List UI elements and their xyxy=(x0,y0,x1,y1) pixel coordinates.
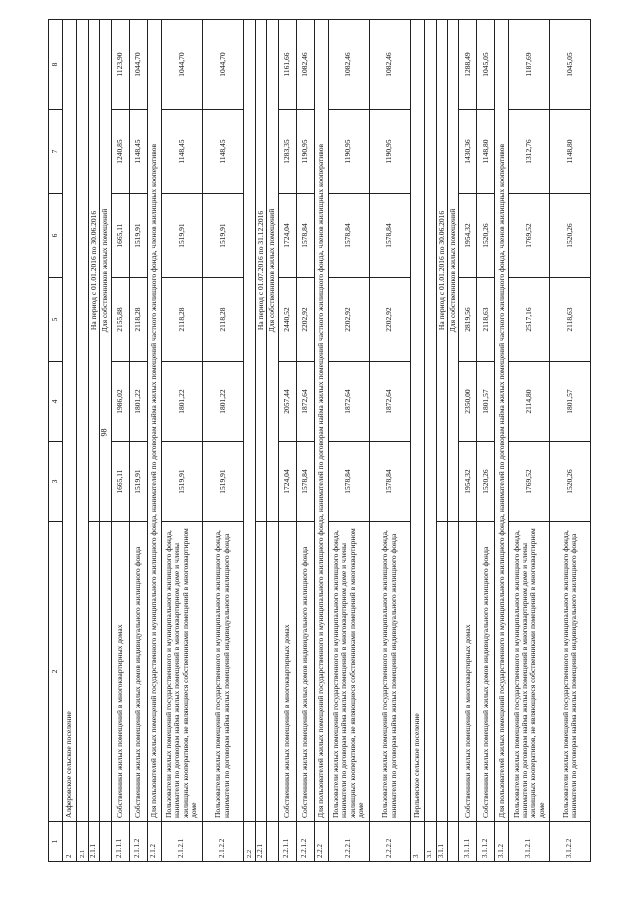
row-code xyxy=(447,822,458,862)
table-row xyxy=(424,20,436,862)
row-label: Пользователи жилых помещений государственного и муниципального жилищного фонда, наниматели по договорам найма жилых помещений индивидуального жилищного фонда xyxy=(369,522,410,822)
row-code: 3.1 xyxy=(424,822,436,862)
row-code: 2.1.2.1 xyxy=(161,822,202,862)
value-cell: 2114,80 xyxy=(509,362,550,442)
value-cell: 2057,44 xyxy=(278,362,296,442)
row-label: Собственники жилых помещений жилых домов индивидуального жилищного фонда xyxy=(296,522,314,822)
row-label: Собственники жилых помещений в многоквартирных домах xyxy=(459,522,477,822)
value-cell: 1578,84 xyxy=(296,442,314,522)
value-cell: 1801,57 xyxy=(550,362,591,442)
value-cell: 1082,46 xyxy=(328,20,369,110)
row-label xyxy=(436,522,447,822)
table-row xyxy=(202,20,243,862)
value-cell: 1954,32 xyxy=(459,194,477,278)
row-code: 3.1.2 xyxy=(495,822,509,862)
row-label: Пользователи жилых помещений государственного и муниципального жилищного фонда, наниматели по договорам найма жилых помещений в многоквартирном доме и члены жилищных кооперативов, не являющиеся собственниками помещений в многоквартирном доме xyxy=(509,522,550,822)
section-title: Для пользователей жилых помещений государственного и муниципального жилищного фонда, нанимателей по договорам найма жилых помещений частного жилищного фонда, членов жилищных кооперативов xyxy=(314,20,328,822)
value-cell: 1044,70 xyxy=(202,20,243,110)
value-cell: 1312,76 xyxy=(509,110,550,194)
table-row xyxy=(436,20,447,862)
row-code: 2.2.1.1 xyxy=(278,822,296,862)
value-cell: 1519,91 xyxy=(161,442,202,522)
value-cell: 1519,91 xyxy=(161,194,202,278)
row-code: 2.2.2 xyxy=(314,822,328,862)
value-cell: 1148,80 xyxy=(550,110,591,194)
row-code: 3.1.1.1 xyxy=(459,822,477,862)
row-label xyxy=(267,522,278,822)
value-cell: 2202,92 xyxy=(296,278,314,362)
value-cell: 1045,05 xyxy=(550,20,591,110)
value-cell: 1430,36 xyxy=(459,110,477,194)
table-row xyxy=(77,20,89,862)
table-row xyxy=(63,20,77,862)
value-cell: 2118,63 xyxy=(550,278,591,362)
row-code: 2.1.1.1 xyxy=(111,822,129,862)
page-number: 98 xyxy=(99,428,109,437)
value-cell: 1578,84 xyxy=(296,194,314,278)
row-code xyxy=(267,822,278,862)
table-row xyxy=(314,20,328,862)
period-caption: На период с 01.07.2016 по 31.12.2016 xyxy=(255,20,266,522)
value-cell: 2118,28 xyxy=(161,278,202,362)
value-cell: 1123,90 xyxy=(111,20,129,110)
value-cell: 1240,85 xyxy=(111,110,129,194)
value-cell: 2350,00 xyxy=(459,362,477,442)
value-cell: 1724,04 xyxy=(278,194,296,278)
row-label xyxy=(89,522,100,822)
table-row xyxy=(111,20,129,862)
period-caption: Для собственников жилых помещений xyxy=(100,20,111,522)
table-row xyxy=(550,20,591,862)
value-cell: 1045,05 xyxy=(477,20,495,110)
row-label xyxy=(447,522,458,822)
table-row xyxy=(267,20,278,862)
col-header: 8 xyxy=(49,20,63,110)
row-code: 2.2 xyxy=(243,822,255,862)
value-cell: 1578,84 xyxy=(369,442,410,522)
value-cell: 1801,22 xyxy=(129,362,147,442)
value-cell: 1161,66 xyxy=(278,20,296,110)
value-cell: 1872,64 xyxy=(369,362,410,442)
table-row xyxy=(447,20,458,862)
row-label: Пользователи жилых помещений государственного и муниципального жилищного фонда, наниматели по договорам найма жилых помещений в многоквартирном доме и члены жилищных кооперативов, не являющиеся собственниками помещений в многоквартирном доме xyxy=(328,522,369,822)
column-header-row xyxy=(49,20,63,862)
value-cell: 1665,11 xyxy=(111,442,129,522)
value-cell: 1801,22 xyxy=(202,362,243,442)
value-cell: 1769,52 xyxy=(509,194,550,278)
value-cell: 1148,80 xyxy=(477,110,495,194)
row-code: 2.2.2.1 xyxy=(328,822,369,862)
value-cell: 1520,26 xyxy=(550,442,591,522)
value-cell: 2819,56 xyxy=(459,278,477,362)
table-row xyxy=(243,20,255,862)
table-row xyxy=(278,20,296,862)
period-caption: Для собственников жилых помещений xyxy=(447,20,458,522)
value-cell: 1190,95 xyxy=(296,110,314,194)
value-cell: 1801,22 xyxy=(161,362,202,442)
value-cell: 1578,84 xyxy=(328,194,369,278)
value-cell: 1872,64 xyxy=(328,362,369,442)
value-cell: 1724,04 xyxy=(278,442,296,522)
row-code: 3.1.2.2 xyxy=(550,822,591,862)
table-row xyxy=(147,20,161,862)
value-cell: 2155,88 xyxy=(111,278,129,362)
value-cell: 2202,92 xyxy=(369,278,410,362)
row-code: 2.2.1 xyxy=(255,822,266,862)
table-row xyxy=(161,20,202,862)
table-row xyxy=(89,20,100,862)
row-code: 2.1.2.2 xyxy=(202,822,243,862)
value-cell: 1190,95 xyxy=(328,110,369,194)
value-cell: 1044,70 xyxy=(129,20,147,110)
value-cell: 1520,26 xyxy=(477,442,495,522)
row-label: Собственники жилых помещений в многоквартирных домах xyxy=(111,522,129,822)
row-code: 2.1.1.2 xyxy=(129,822,147,862)
value-cell: 1520,26 xyxy=(550,194,591,278)
value-cell: 2202,92 xyxy=(328,278,369,362)
row-code: 3.1.1 xyxy=(436,822,447,862)
col-header: 4 xyxy=(49,362,63,442)
row-code: 2 xyxy=(63,822,77,862)
value-cell: 1665,11 xyxy=(111,194,129,278)
section-title: Для пользователей жилых помещений государственного и муниципального жилищного фонда, нанимателей по договорам найма жилых помещений частного жилищного фонда, членов жилищных кооперативов xyxy=(495,20,509,822)
table-row xyxy=(328,20,369,862)
row-code: 2.2.1.2 xyxy=(296,822,314,862)
row-code: 2.1 xyxy=(77,822,89,862)
period-caption: Для собственников жилых помещений xyxy=(267,20,278,522)
section-title xyxy=(77,20,89,822)
value-cell: 1283,35 xyxy=(278,110,296,194)
col-header: 1 xyxy=(49,822,63,862)
row-code: 2.2.2.2 xyxy=(369,822,410,862)
value-cell: 1872,64 xyxy=(296,362,314,442)
col-header: 7 xyxy=(49,110,63,194)
value-cell: 1082,46 xyxy=(296,20,314,110)
row-code: 3.1.1.2 xyxy=(477,822,495,862)
value-cell: 1578,84 xyxy=(369,194,410,278)
value-cell: 1954,32 xyxy=(459,442,477,522)
row-label: Пользователи жилых помещений государственного и муниципального жилищного фонда, наниматели по договорам найма жилых помещений в многоквартирном доме и члены жилищных кооперативов, не являющиеся собственниками помещений в многоквартирном доме xyxy=(161,522,202,822)
section-title xyxy=(424,20,436,822)
row-label: Собственники жилых помещений жилых домов индивидуального жилищного фонда xyxy=(477,522,495,822)
row-code: 3.1.2.1 xyxy=(509,822,550,862)
section-title xyxy=(243,20,255,822)
value-cell: 2440,52 xyxy=(278,278,296,362)
table-row xyxy=(477,20,495,862)
value-cell: 1519,91 xyxy=(129,442,147,522)
value-cell: 1187,69 xyxy=(509,20,550,110)
value-cell: 1520,26 xyxy=(477,194,495,278)
table-row xyxy=(509,20,550,862)
value-cell: 1148,45 xyxy=(202,110,243,194)
row-label: Собственники жилых помещений жилых домов индивидуального жилищного фонда xyxy=(129,522,147,822)
value-cell: 1578,84 xyxy=(328,442,369,522)
col-header: 6 xyxy=(49,194,63,278)
value-cell: 2517,16 xyxy=(509,278,550,362)
section-title: Алферовское сельское поселение xyxy=(63,20,77,822)
table-row xyxy=(369,20,410,862)
row-code: 2.1.1 xyxy=(89,822,100,862)
col-header: 2 xyxy=(49,522,63,822)
table-row xyxy=(495,20,509,862)
row-code: 2.1.2 xyxy=(147,822,161,862)
row-label: Пользователи жилых помещений государственного и муниципального жилищного фонда, наниматели по договорам найма жилых помещений индивидуального жилищного фонда xyxy=(202,522,243,822)
table-row xyxy=(459,20,477,862)
row-label: Пользователи жилых помещений государственного и муниципального жилищного фонда, наниматели по договорам найма жилых помещений индивидуального жилищного фонда xyxy=(550,522,591,822)
section-title: Перльевское сельское поселение xyxy=(410,20,424,822)
value-cell: 2118,28 xyxy=(129,278,147,362)
tariff-table xyxy=(48,19,591,862)
row-label xyxy=(255,522,266,822)
value-cell: 1148,45 xyxy=(161,110,202,194)
value-cell: 2118,63 xyxy=(477,278,495,362)
row-label xyxy=(100,522,111,822)
row-code xyxy=(100,822,111,862)
section-title: Для пользователей жилых помещений государственного и муниципального жилищного фонда, нанимателей по договорам найма жилых помещений частного жилищного фонда, членов жилищных кооперативов xyxy=(147,20,161,822)
row-label: Собственники жилых помещений в многоквартирных домах xyxy=(278,522,296,822)
value-cell: 1288,49 xyxy=(459,20,477,110)
value-cell: 1190,95 xyxy=(369,110,410,194)
value-cell: 1044,70 xyxy=(161,20,202,110)
value-cell: 1519,91 xyxy=(129,194,147,278)
table-row xyxy=(129,20,147,862)
value-cell: 1986,02 xyxy=(111,362,129,442)
value-cell: 1082,46 xyxy=(369,20,410,110)
value-cell: 1769,52 xyxy=(509,442,550,522)
value-cell: 1801,57 xyxy=(477,362,495,442)
table-row xyxy=(410,20,424,862)
value-cell: 2118,28 xyxy=(202,278,243,362)
tariff-table-sheet xyxy=(48,20,630,862)
table-row xyxy=(255,20,266,862)
row-code: 3 xyxy=(410,822,424,862)
table-row xyxy=(100,20,111,862)
value-cell: 1148,45 xyxy=(129,110,147,194)
period-caption: На период с 01.01.2016 по 30.06.2016 xyxy=(436,20,447,522)
period-caption: На период с 01.01.2016 по 30.06.2016 xyxy=(89,20,100,522)
value-cell: 1519,91 xyxy=(202,442,243,522)
value-cell: 1519,91 xyxy=(202,194,243,278)
col-header: 3 xyxy=(49,442,63,522)
col-header: 5 xyxy=(49,278,63,362)
table-row xyxy=(296,20,314,862)
